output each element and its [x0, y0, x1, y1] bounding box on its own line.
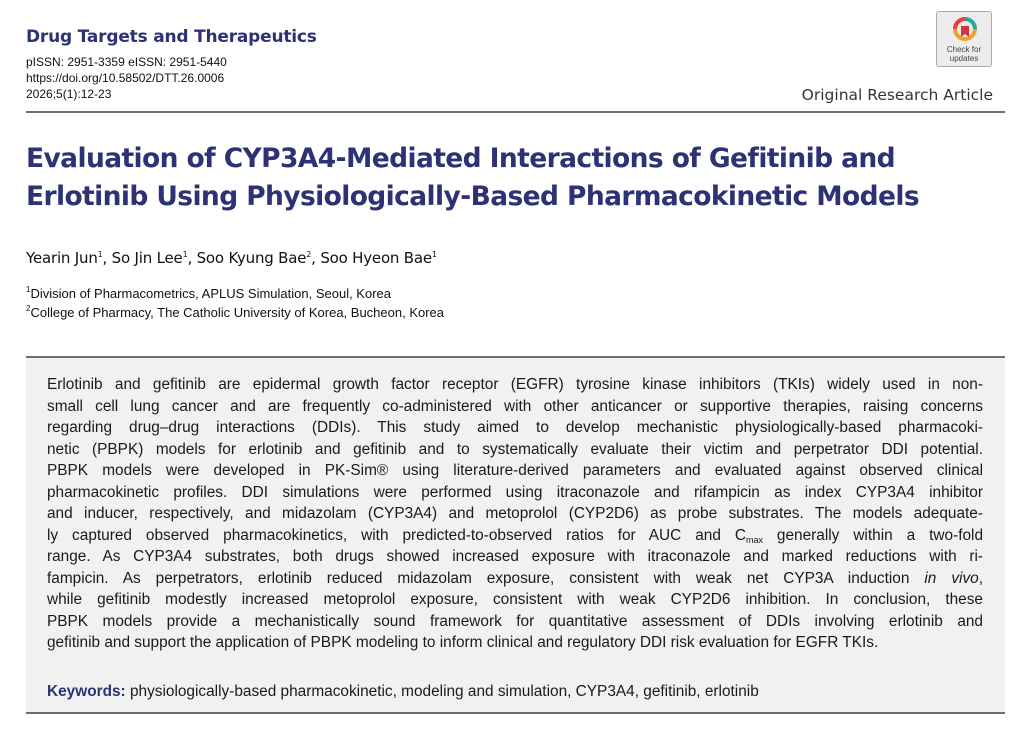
author-name: So Jin Lee [111, 249, 183, 267]
author-affiliation-mark: 1 [431, 250, 437, 259]
author-affiliation-mark: 1 [182, 250, 188, 259]
check-for-updates-icon [953, 17, 977, 43]
check-for-updates-badge[interactable] [936, 11, 992, 67]
author-list: Yearin Jun$^1$, So Jin Lee$^1$, Soo Kyung Bae$^2$, Soo Hyeon Bae$^1$ [26, 249, 437, 267]
article-type: Original Research Article [801, 86, 993, 104]
author-affiliation-mark: 2 [306, 250, 312, 259]
title-line-1: Evaluation of CYP3A4-Mediated Interactions of Gefitinib and [26, 143, 896, 174]
author-affiliation-mark: 1 [97, 250, 103, 259]
affiliation-1: $^1$Division of Pharmacometrics, APLUS Simulation, Seoul, Korea [26, 285, 391, 301]
citation: 2026;5(1):12-23 [26, 87, 112, 101]
author-name: Soo Hyeon Bae [320, 249, 432, 267]
doi-link[interactable]: https://doi.org/10.58502/DTT.26.0006 [26, 71, 225, 85]
article-title [26, 140, 1006, 216]
check-for-updates-label: Check for updates [946, 45, 982, 63]
author-name: Yearin Jun [26, 249, 98, 267]
title-line-2: Erlotinib Using Physiologically-Based Pharmacokinetic Models [26, 181, 920, 212]
header-rule [26, 111, 1005, 113]
abstract-bottom-rule [26, 712, 1005, 714]
affiliation-2: $^2$College of Pharmacy, The Catholic University of Korea, Bucheon, Korea [26, 304, 445, 320]
issn: pISSN: 2951-3359 eISSN: 2951-5440 [26, 55, 227, 69]
keywords-list: physiologically-based pharmacokinetic, modeling and simulation, CYP3A4, gefitinib, erlotinib [125, 683, 759, 700]
keywords [47, 683, 759, 701]
journal-name: Drug Targets and Therapeutics [26, 27, 317, 47]
keywords-label: Keywords: [47, 683, 126, 700]
abstract-text: Erlotinib and gefitinib are epidermal growth factor receptor (EGFR) tyrosine kinase inhibitors (TKIs) widely used in non- small cell lung cancer and are frequently co-administered with other anticancer or supportive therapies, raising concerns regarding drug–drug interactions (DDIs). This study aimed to develop mechanistic physiologically-based pharmacoki- netic (PBPK) models for erlotinib and gefitinib and to systematically evaluate their victim and perpetrator DDI potential. PBPK models were developed in PK-Sim® using literature-derived parameters and evaluated against observed clinical pharmacokinetic profiles. DDI simulations were performed using itraconazole and rifampicin as index CYP3A4 inhibitor and inducer, respectively, and midazolam (CYP3A4) and metoprolol (CYP2D6) as probe substrates. The models adequate- ly captured observed pharmacokinetics, with predicted-to-observed ratios for AUC and $C_{max}$ generally within a two-fold range. As CYP3A4 substrates, both drugs showed increased exposure with itraconazole and marked reductions with ri- fampicin. As perpetrators, erlotinib reduced midazolam exposure, consistent with weak net CYP3A induction in vivo, while gefitinib modestly increased metoprolol exposure, consistent with weak CYP2D6 inhibition. In conclusion, these PBPK models provide a mechanistically sound framework for quantitative assessment of DDIs involving erlotinib and gefitinib and support the application of PBPK modeling to inform clinical and regulatory DDI risk evaluation for EGFR TKIs. [47, 376, 984, 651]
author-name: Soo Kyung Bae [196, 249, 307, 267]
